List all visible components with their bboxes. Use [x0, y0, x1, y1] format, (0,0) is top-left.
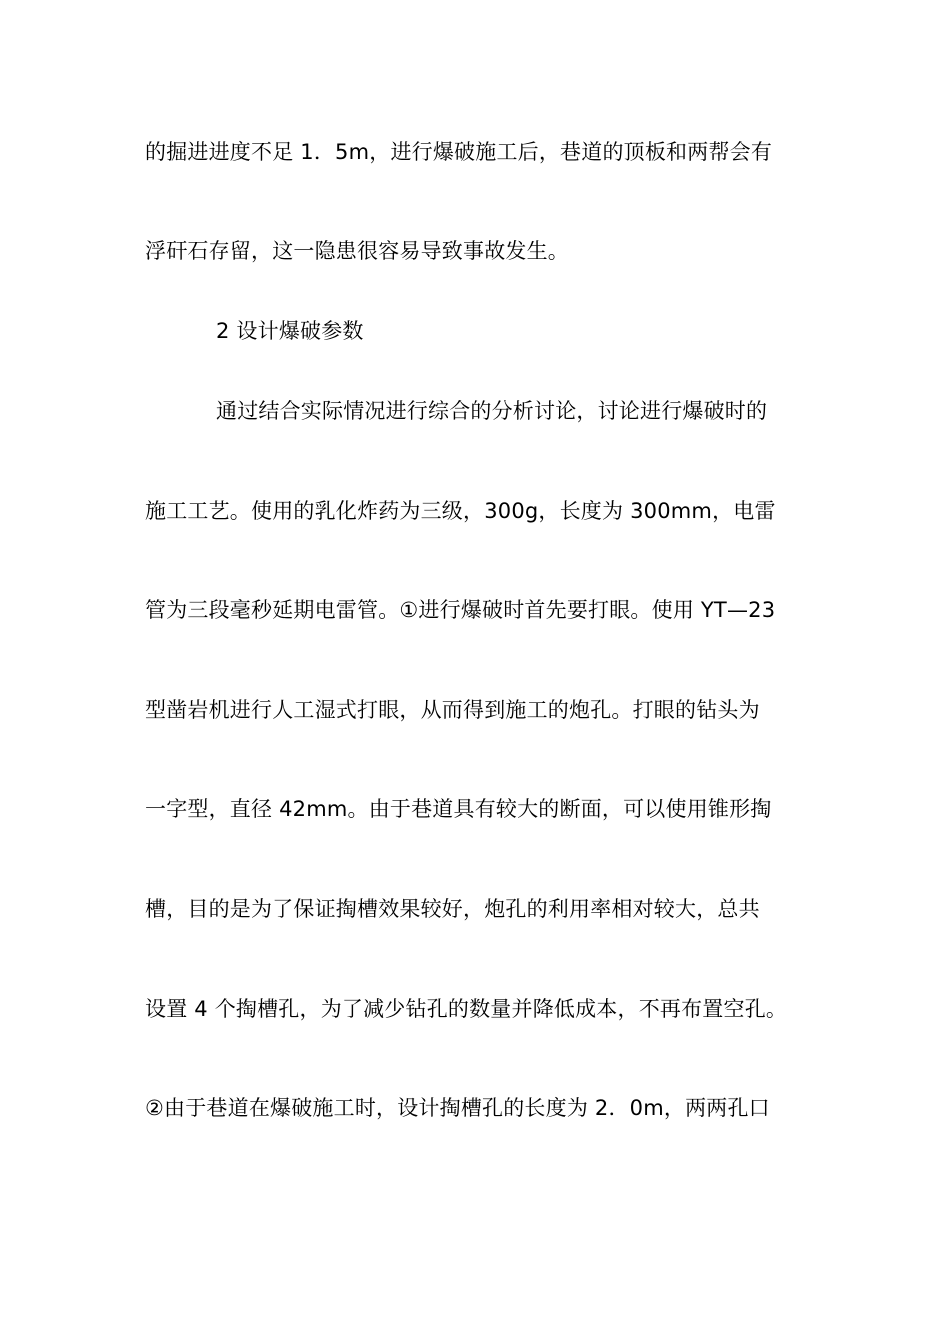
paragraph-line-9: 设置 4 个掏槽孔，为了减少钻孔的数量并降低成本，不再布置空孔。 — [145, 997, 788, 1021]
paragraph-line-5: 管为三段毫秒延期电雷管。①进行爆破时首先要打眼。使用 YT—23 — [145, 598, 776, 622]
paragraph-line-7: 一字型，直径 42mm。由于巷道具有较大的断面，可以使用锥形掏 — [145, 797, 772, 821]
paragraph-line-1: 的掘进进度不足 1．5m，进行爆破施工后，巷道的顶板和两帮会有 — [145, 140, 773, 164]
paragraph-line-2: 浮矸石存留，这一隐患很容易导致事故发生。 — [145, 239, 569, 263]
paragraph-line-6: 型凿岩机进行人工湿式打眼，从而得到施工的炮孔。打眼的钻头为 — [145, 698, 760, 722]
section-heading: 2 设计爆破参数 — [216, 319, 364, 343]
paragraph-line-8: 槽，目的是为了保证掏槽效果较好，炮孔的利用率相对较大，总共 — [145, 897, 760, 921]
paragraph-line-10: ②由于巷道在爆破施工时，设计掏槽孔的长度为 2．0m，两两孔口 — [145, 1096, 770, 1120]
paragraph-line-4: 施工工艺。使用的乳化炸药为三级，300g，长度为 300mm，电雷 — [145, 499, 776, 523]
paragraph-line-3: 通过结合实际情况进行综合的分析讨论，讨论进行爆破时的 — [216, 399, 768, 423]
